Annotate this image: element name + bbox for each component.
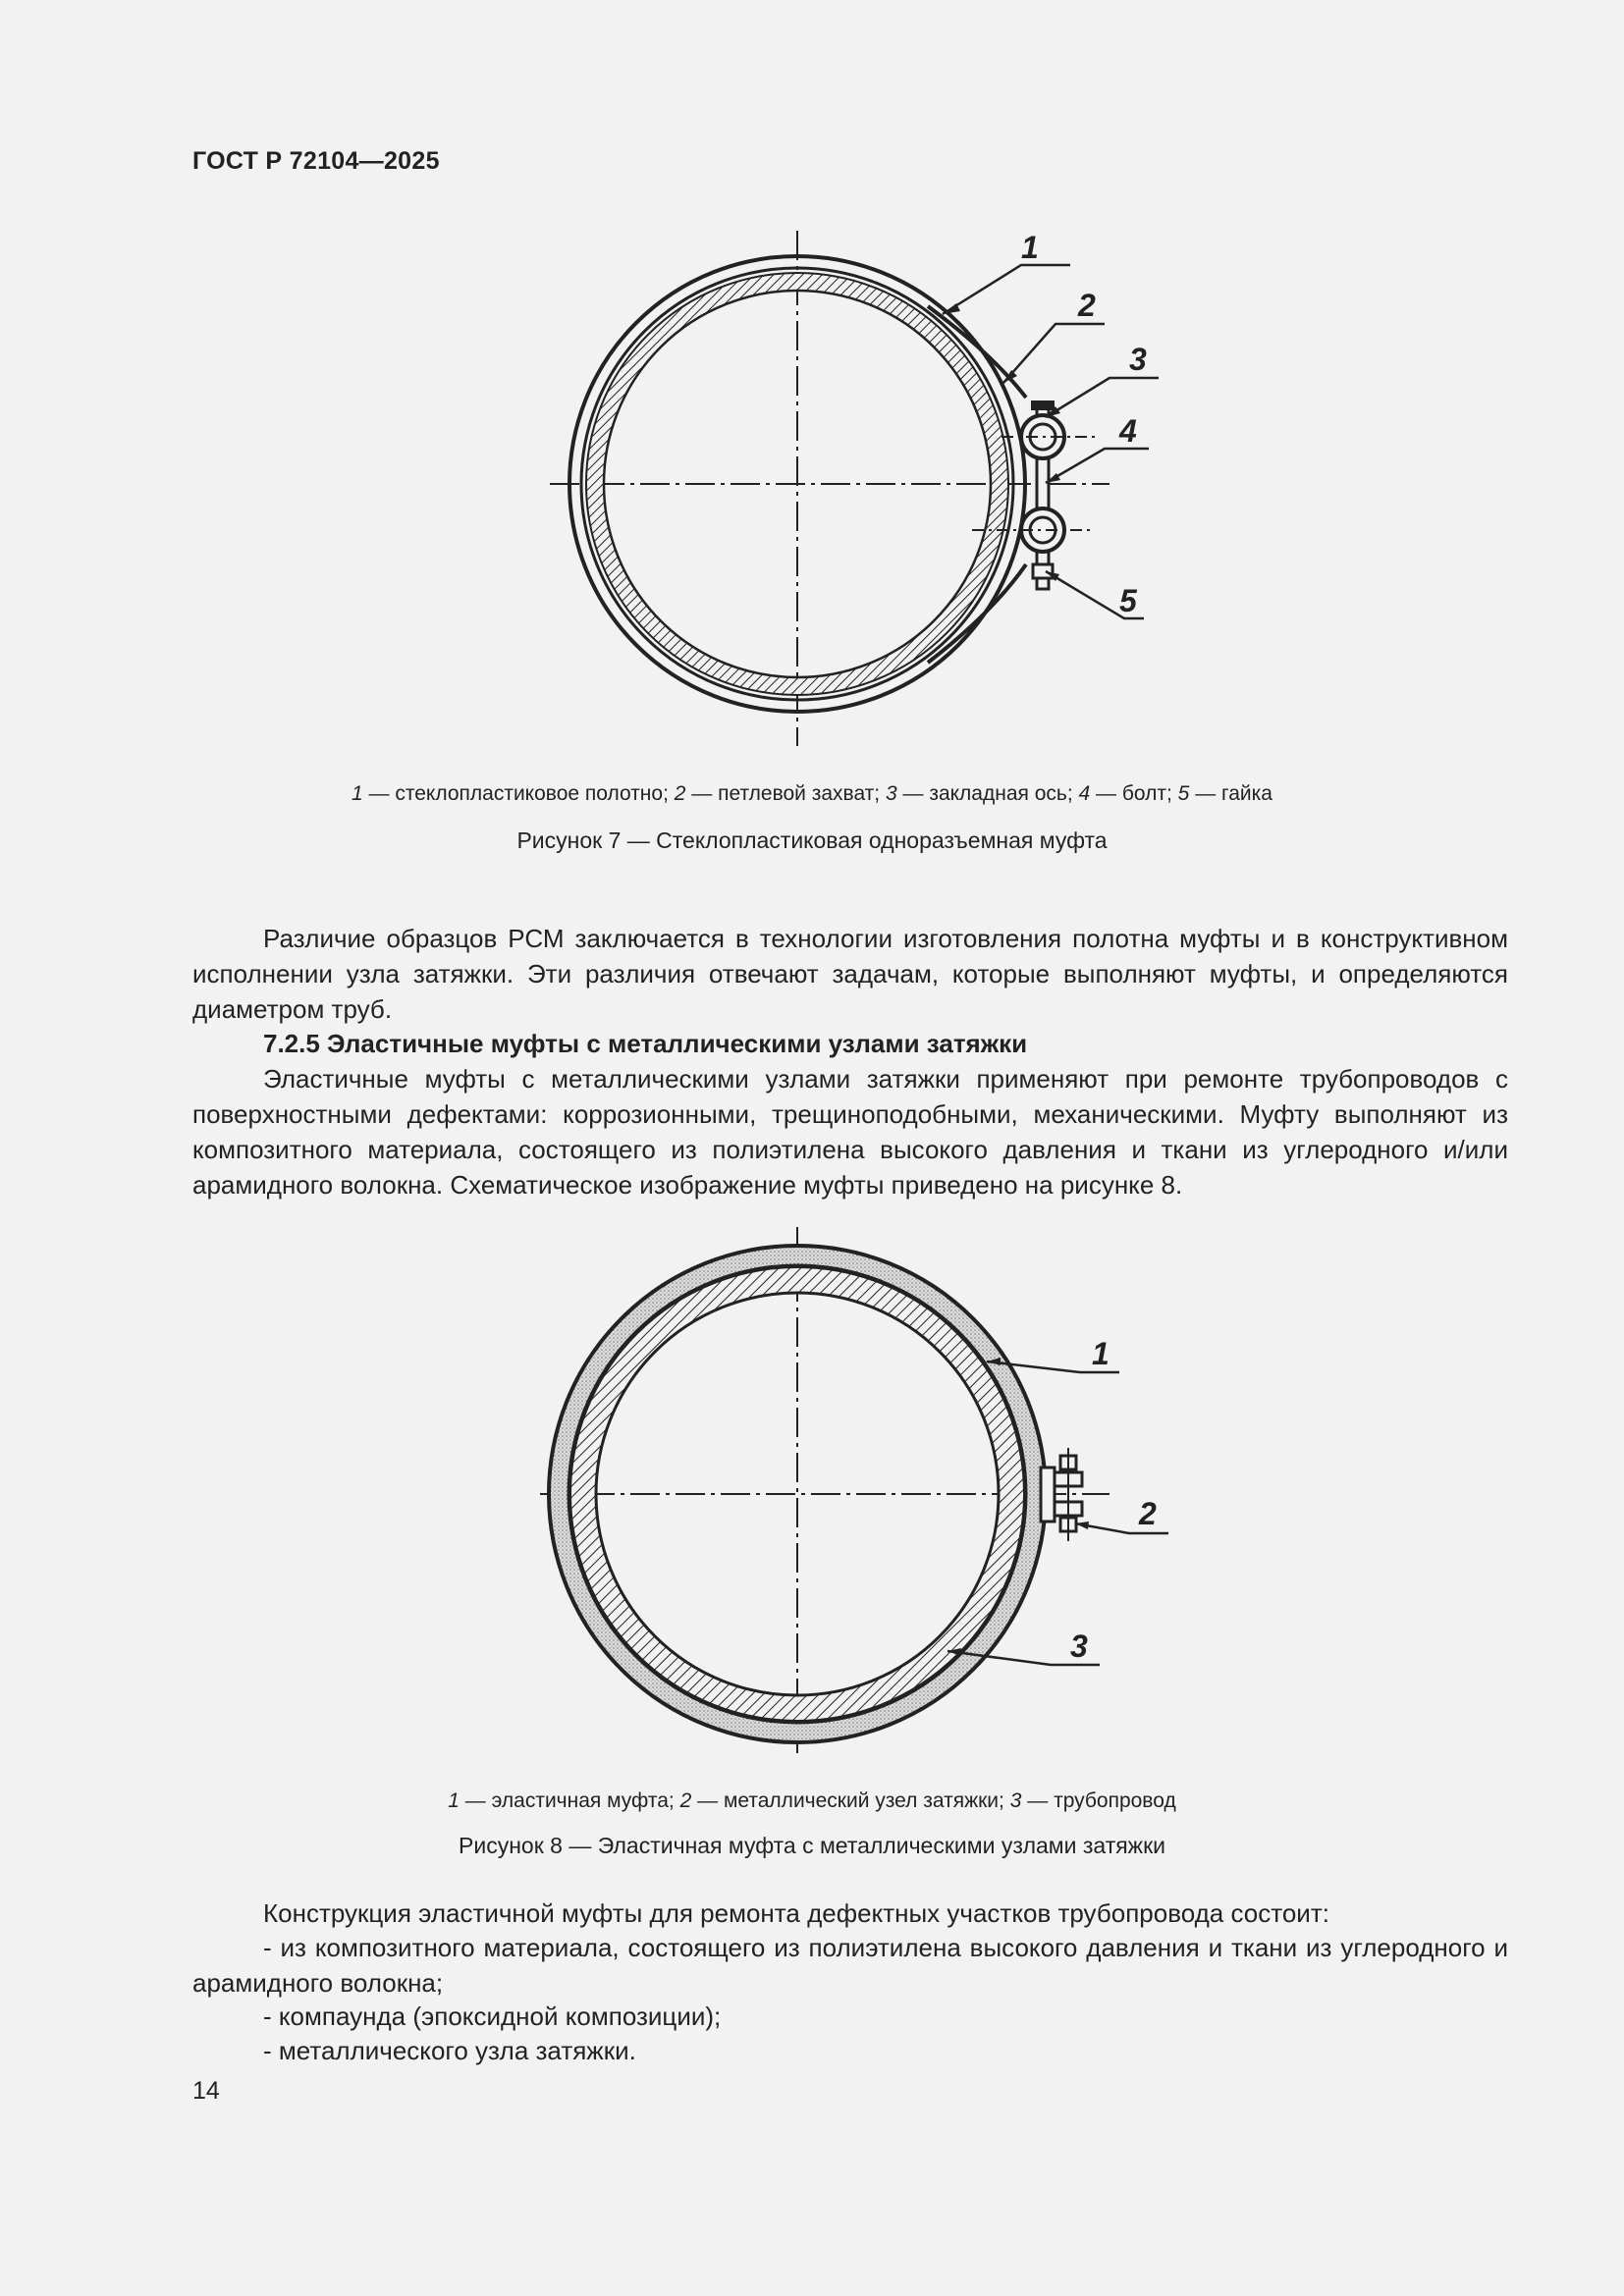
section-heading-7-2-5: 7.2.5 Эластичные муфты с металлическими узлами затяжки xyxy=(263,1029,1028,1058)
fig7-callout-3: 3 xyxy=(1129,342,1147,377)
legend-num: 4 xyxy=(1078,782,1091,805)
legend-text: — гайка xyxy=(1189,782,1272,805)
legend-num: 2 xyxy=(674,782,686,805)
page-number: 14 xyxy=(192,2077,220,2105)
figure-8-legend xyxy=(0,1789,1624,1813)
page-header: ГОСТ Р 72104—2025 xyxy=(192,147,440,175)
body-paragraph-2: Эластичные муфты с металлическими узлами затяжки применяют при ремонте трубопроводов с поверхностными дефектами: коррозионными, трещиноподобными, механическими. Муфту выполняют из композитного материала, состоящего из полиэтилена высокого давления и ткани из углеродного и/или арамидного волокна. Схематическое изображение муфты приведено на рисунке 8. xyxy=(192,1064,1508,1200)
figure-7-caption: Рисунок 7 — Стеклопластиковая одноразъемная муфта xyxy=(516,828,1108,853)
fig8-callout-3: 3 xyxy=(1070,1629,1088,1664)
fig7-callout-4: 4 xyxy=(1119,413,1137,449)
fig7-callout-1: 1 xyxy=(1021,230,1039,265)
legend-num: 1 xyxy=(352,782,363,805)
figure-8-caption: Рисунок 8 — Эластичная муфта с металлическими узлами затяжки xyxy=(459,1833,1165,1858)
construction-list-item: - компаунда (эпоксидной композиции); xyxy=(263,2002,722,2031)
legend-num: 3 xyxy=(1009,1789,1022,1812)
legend-text: — петлевой захват; xyxy=(685,782,886,805)
legend-text: — металлический узел затяжки; xyxy=(691,1789,1010,1812)
legend-text: — болт; xyxy=(1090,782,1178,805)
construction-list-item: - металлического узла затяжки. xyxy=(263,2036,636,2065)
fig8-callout-1: 1 xyxy=(1092,1336,1110,1371)
figure-7-legend xyxy=(0,782,1624,806)
legend-text: — стеклопластиковое полотно; xyxy=(362,782,675,805)
legend-num: 2 xyxy=(679,1789,692,1812)
figure-7-diagram xyxy=(530,226,1159,756)
legend-num: 3 xyxy=(885,782,897,805)
fig8-callout-2: 2 xyxy=(1139,1496,1157,1531)
fig7-callout-5: 5 xyxy=(1119,583,1137,618)
legend-text: — трубопровод xyxy=(1021,1789,1176,1812)
legend-text: — закладная ось; xyxy=(896,782,1079,805)
construction-list-item: - из композитного материала, состоящего из полиэтилена высокого давления и ткани из углеродного и арамидного волокна; xyxy=(192,1933,1508,1998)
figure-8-diagram xyxy=(530,1227,1159,1777)
legend-num: 5 xyxy=(1177,782,1190,805)
construction-intro: Конструкция эластичной муфты для ремонта дефектных участков трубопровода состоит: xyxy=(263,1898,1329,1928)
legend-num: 1 xyxy=(448,1789,460,1812)
fig7-callout-2: 2 xyxy=(1078,288,1096,323)
body-paragraph-1: Различие образцов РСМ заключается в технологии изготовления полотна муфты и в конструктивном исполнении узла затяжки. Эти различия отвечают задачам, которые выполняют муфты, и определяются диаметром труб. xyxy=(192,924,1508,1024)
legend-text: — эластичная муфта; xyxy=(459,1789,680,1812)
